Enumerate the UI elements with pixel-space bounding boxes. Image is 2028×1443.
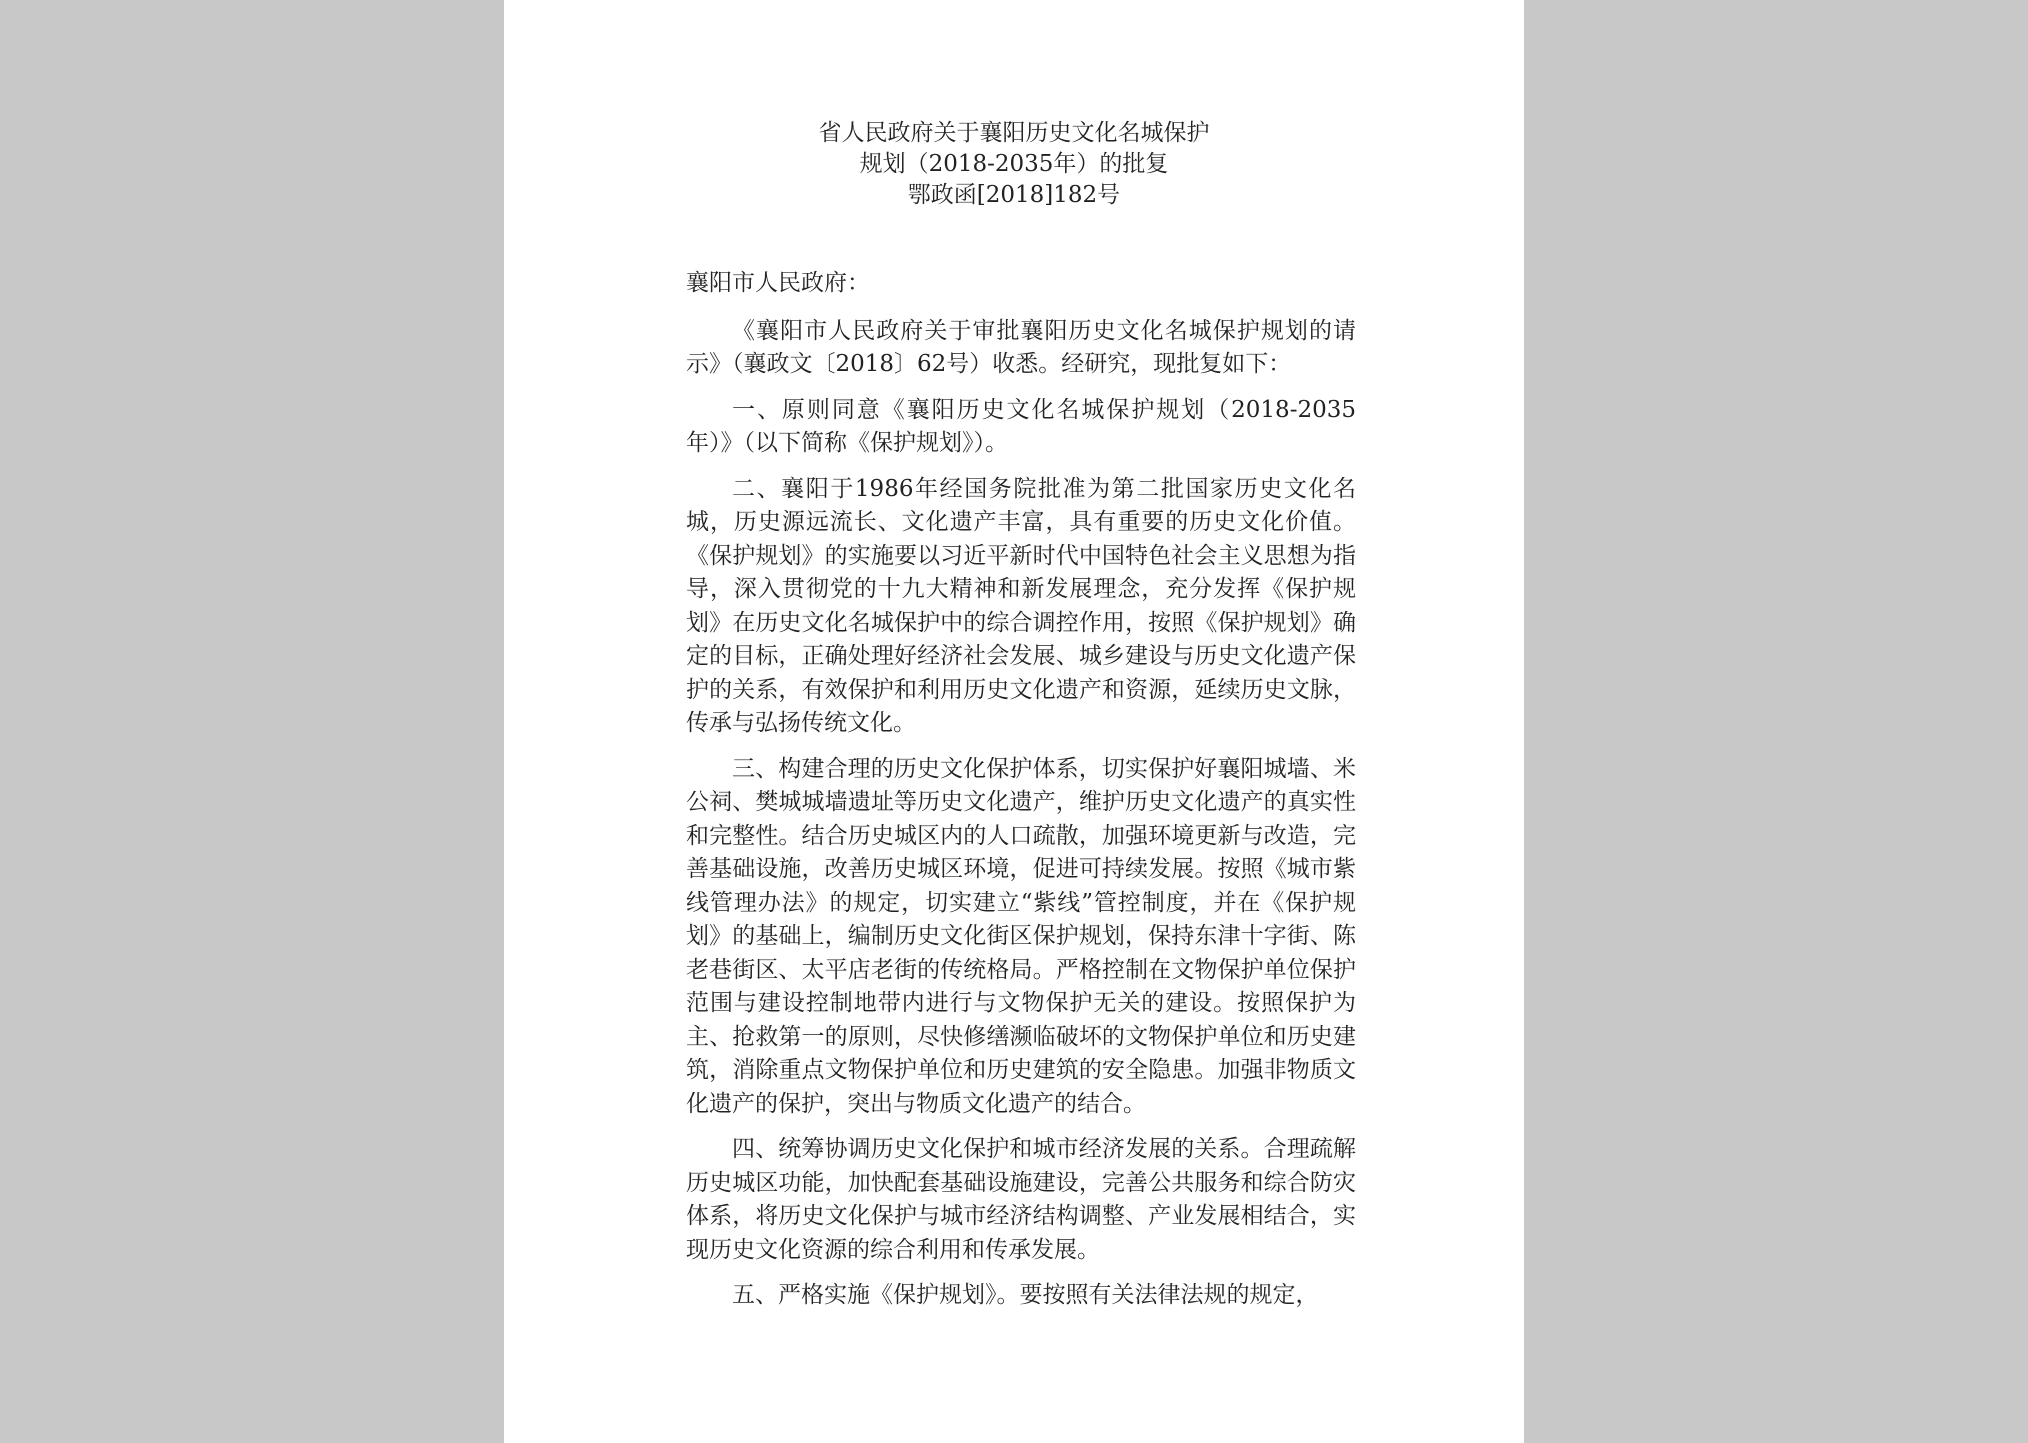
paragraph-3: 三、构建合理的历史文化保护体系，切实保护好襄阳城墙、米公祠、樊城城墙遗址等历史文化遗产，维护历史文化遗产的真实性和完整性。结合历史城区内的人口疏散，加强环境更新与改造，完善基础设施，改善历史城区环境，促进可持续发展。按照《城市紫线管理办法》的规定，切实建立“紫线”管控制度，并在《保护规划》的基础上，编制历史文化街区保护规划，保持东津十字街、陈老巷街区、太平店老街的传统格局。严格控制在文物保护单位保护范围与建设控制地带内进行与文物保护无关的建设。按照保护为主、抢救第一的原则，尽快修缮濒临破坏的文物保护单位和历史建筑，消除重点文物保护单位和历史建筑的安全隐患。加强非物质文化遗产的保护，突出与物质文化遗产的结合。 bbox=[686, 755, 1356, 1117]
document-title-line-1: 省人民政府关于襄阳历史文化名城保护 bbox=[818, 120, 1210, 146]
document-title-block bbox=[504, 118, 1524, 211]
document-title-line-2: 规划（2018-2035年）的批复 bbox=[859, 151, 1169, 177]
document-body bbox=[686, 267, 1356, 1325]
document-number: 鄂政函[2018]182号 bbox=[907, 182, 1121, 208]
salutation: 襄阳市人民政府： bbox=[686, 270, 870, 296]
paragraph-1: 一、原则同意《襄阳历史文化名城保护规划（2018-2035年）》（以下简称《保护规划》）。 bbox=[686, 396, 1356, 456]
paragraph-5: 五、严格实施《保护规划》。要按照有关法律法规的规定， bbox=[732, 1282, 1319, 1308]
document-page bbox=[504, 0, 1524, 1443]
paragraph-receipt: 《襄阳市人民政府关于审批襄阳历史文化名城保护规划的请示》（襄政文〔2018〕62号）收悉。经研究，现批复如下： bbox=[686, 317, 1356, 377]
paragraph-2: 二、襄阳于1986年经国务院批准为第二批国家历史文化名城，历史源远流长、文化遗产丰富，具有重要的历史文化价值。《保护规划》的实施要以习近平新时代中国特色社会主义思想为指导，深入贯彻党的十九大精神和新发展理念，充分发挥《保护规划》在历史文化名城保护中的综合调控作用，按照《保护规划》确定的目标，正确处理好经济社会发展、城乡建设与历史文化遗产保护的关系，有效保护和利用历史文化遗产和资源，延续历史文脉，传承与弘扬传统文化。 bbox=[686, 475, 1356, 736]
paragraph-4: 四、统筹协调历史文化保护和城市经济发展的关系。合理疏解历史城区功能，加快配套基础设施建设，完善公共服务和综合防灾体系，将历史文化保护与城市经济结构调整、产业发展相结合，实现历史文化资源的综合利用和传承发展。 bbox=[686, 1136, 1356, 1263]
